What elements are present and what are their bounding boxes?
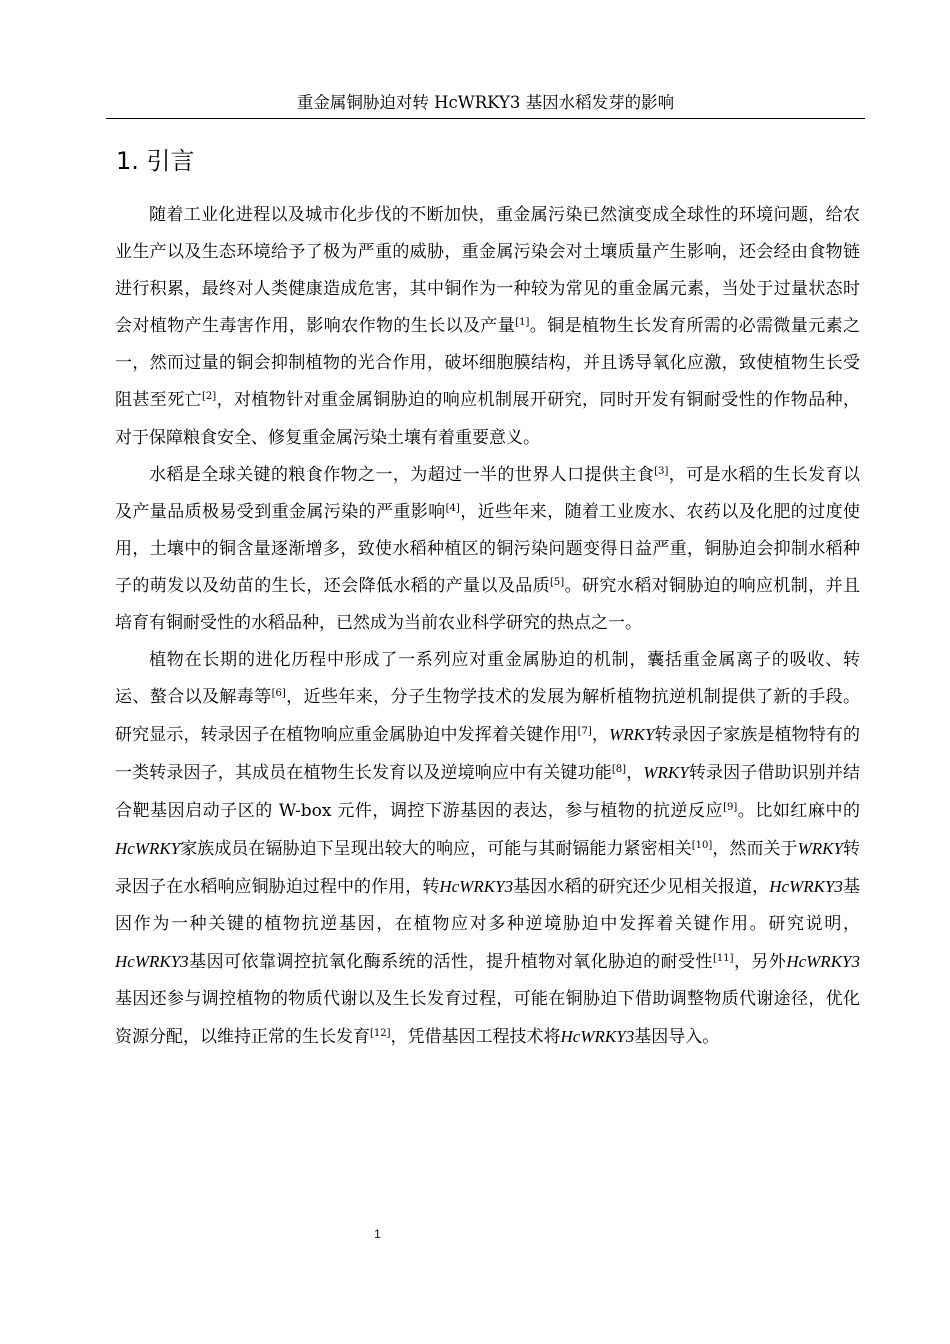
text-run: ， [626, 763, 644, 784]
text-run: 基因导入。 [634, 1027, 720, 1048]
paragraph [115, 197, 860, 457]
text-run: ，近些年来，分子生物学技术的发展为解析植物抗逆机制提供了新的手段。研究显示，转录因子在植物响应重金属胁迫中发挥着关键作用 [115, 687, 861, 746]
text-run: 基因水稻的研究还少见相关报道， [513, 876, 770, 897]
running-header [106, 92, 865, 119]
text-run: 。研究水稻对铜胁迫的响应机制，并且培育有铜耐受性的水稻品种，已然成为当前农业科学研究的热点之一。 [115, 575, 860, 634]
gene-name: WRKY [797, 838, 843, 858]
text-run: 基因可依靠调控抗氧化酶系统的活性，提升植物对氧化胁迫的耐受性 [188, 951, 713, 972]
citation-ref: [5] [550, 576, 565, 588]
section-heading: 1. 引言 [116, 147, 195, 175]
text-run: 随着工业化进程以及城市化步伐的不断加快，重金属污染已然演变成全球性的环境问题，给农业生产以及生态环境给予了极为严重的威胁，重金属污染会对土壤质量产生影响，还会经由食物链进行积累，最终对人类健康造成危害，其中铜作为一种较为常见的重金属元素，当处于过量状态时会对植物产生毒害作用，影响农作物的生长以及产量 [115, 205, 860, 337]
text-run: ，凭借基因工程技术将 [390, 1027, 561, 1048]
text-run: 水稻是全球关键的粮食作物之一，为超过一半的世界人口提供主食 [149, 464, 655, 485]
citation-ref: [12] [370, 1028, 391, 1040]
text-run: ，另外 [733, 951, 787, 972]
text-run: 。比如红麻中的 [737, 800, 860, 821]
citation-ref: [3] [654, 465, 669, 477]
text-run: 转录因子在水稻响应铜胁迫过程中的作用，转 [115, 838, 861, 897]
gene-name: HcWRKY3 [786, 951, 860, 971]
citation-ref: [2] [202, 391, 217, 403]
citation-ref: [6] [271, 688, 286, 700]
text-run: 转录因子借助识别并结合靶基因启动子区的 W-box 元件，调控下游基因的表达，参与植物的抗逆反应 [115, 763, 861, 821]
citation-ref: [10] [691, 839, 713, 851]
gene-name: HcWRKY3 [560, 1027, 635, 1047]
citation-ref: [9] [723, 801, 738, 813]
paragraph [115, 457, 860, 642]
citation-ref: [8] [611, 764, 627, 776]
text-run: ，对植物针对重金属铜胁迫的响应机制展开研究，同时开发有铜耐受性的作物品种，对于保障粮食安全、修复重金属污染土壤有着重要意义。 [115, 390, 861, 448]
gene-name: HcWRKY3 [769, 876, 843, 896]
page-number: 1 [374, 1227, 381, 1241]
gene-name: WRKY [643, 763, 689, 783]
text-run: ，可是水稻的生长发育以及产量品质极易受到重金属污染的严重影响 [115, 464, 861, 522]
gene-name: WRKY [609, 725, 655, 745]
text-run: 家族成员在镉胁迫下呈现出较大的响应，可能与其耐镉能力紧密相关 [180, 838, 692, 859]
citation-ref: [4] [445, 502, 460, 514]
gene-name: HcWRKY3 [115, 951, 189, 971]
body-text [115, 197, 860, 1056]
text-run: 转录因子家族是植物特有的一类转录因子，其成员在植物生长发育以及逆境响应中有关键功能 [115, 725, 861, 784]
text-run: 基因还参与调控植物的物质代谢以及生长发育过程，可能在铜胁迫下借助调整物质代谢途径，优化资源分配，以维持正常的生长发育 [115, 988, 860, 1048]
text-run: 植物在长期的进化历程中形成了一系列应对重金属胁迫的机制，囊括重金属离子的吸收、转运、螯合以及解毒等 [115, 650, 860, 708]
paragraph [115, 642, 860, 1056]
gene-name: HcWRKY [115, 838, 181, 858]
text-run: 基因作为一种关键的植物抗逆基因，在植物应对多种逆境胁迫中发挥着关键作用。研究说明， [115, 876, 861, 934]
text-run: ，近些年来，随着工业废水、农药以及化肥的过度使用，土壤中的铜含量逐渐增多，致使水稻种植区的铜污染问题变得日益严重，铜胁迫会抑制水稻种子的萌发以及幼苗的生长，还会降低水稻的产量以及品质 [115, 501, 861, 596]
gene-name: HcWRKY3 [439, 876, 514, 896]
text-run: 。铜是植物生长发育所需的必需微量元素之一，然而过量的铜会抑制植物的光合作用，破坏细胞膜结构，并且诱导氧化应激，致使植物生长受阻甚至死亡 [115, 316, 861, 411]
citation-ref: [11] [712, 952, 734, 964]
running-title: 重金属铜胁迫对转 HcWRKY3 基因水稻发芽的影响 [296, 93, 675, 112]
text-run: ， [591, 725, 610, 746]
citation-ref: [7] [577, 726, 592, 738]
citation-ref: [1] [515, 317, 530, 329]
text-run: ，然而关于 [712, 838, 798, 859]
